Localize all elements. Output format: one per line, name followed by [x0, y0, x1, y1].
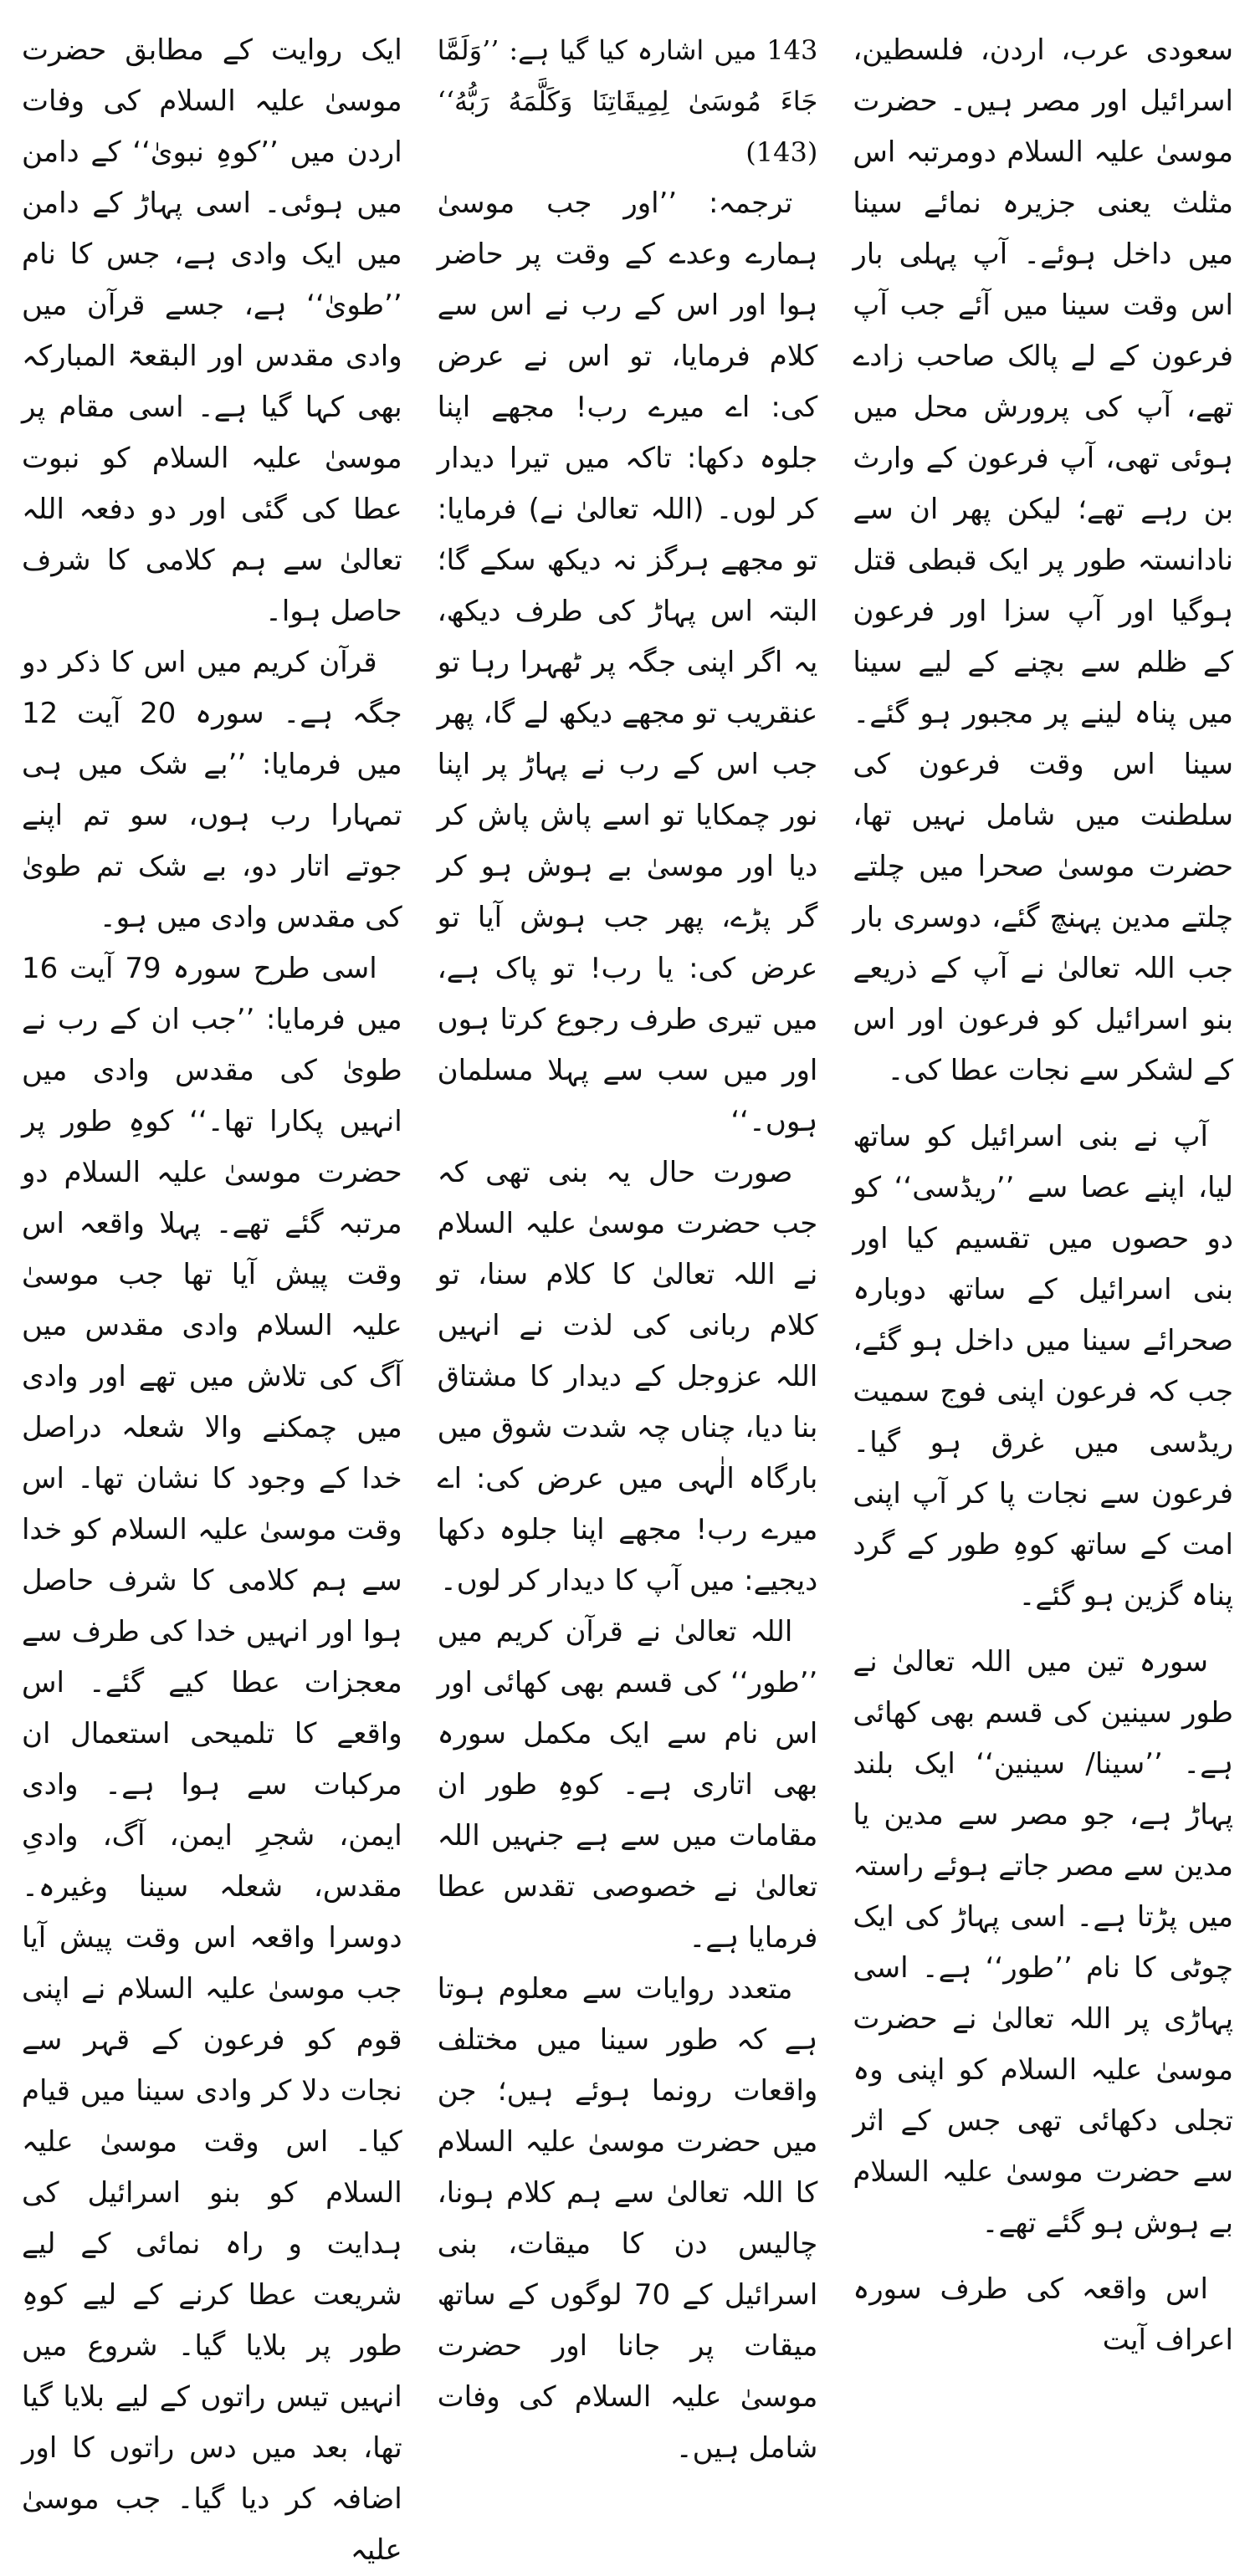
column-middle — [437, 25, 818, 2465]
paragraph: قرآن کریم میں اس کا ذکر دو جگہ ہے۔ سورہ 20 آیت 12 میں فرمایا: ’’بے شک میں ہی تمہارا رب ہوں، سو تم اپنے جوتے اتار دو، بے شک تم طویٰ کی مقدس وادی میں ہو۔ — [21, 646, 402, 934]
paragraph: اسی طرح سورہ 79 آیت 16 میں فرمایا: ’’جب ان کے رب نے طویٰ کی مقدس وادی میں انہیں پکارا تھا۔‘‘ کوہِ طور پر حضرت موسیٰ علیہ السلام دو مرتبہ گئے تھے۔ پہلا واقعہ اس وقت پیش آیا تھا جب موسیٰ علیہ السلام وادی مقدس میں آگ کی تلاش میں تھے اور وادی میں چمکنے والا شعلہ دراصل خدا کے وجود کا نشان تھا۔ اس وقت موسیٰ علیہ السلام کو خدا سے ہم کلامی کا شرف حاصل ہوا اور انہیں خدا کی طرف سے معجزات عطا کیے گئے۔ اس واقعے کا تلمیحی استعمال ان مرکبات سے ہوا ہے۔ وادی ایمن، شجرِ ایمن، آگ، وادیِ مقدس، شعلہ سینا وغیرہ۔ دوسرا واقعہ اس وقت پیش آیا جب موسیٰ علیہ السلام نے اپنی قوم کو فرعون کے قہر سے نجات دلا کر وادی سینا میں قیام کیا۔ اس وقت موسیٰ علیہ السلام کو بنو اسرائیل کی ہدایت و راہ نمائی کے لیے شریعت عطا کرنے کے لیے کوہِ طور پر بلایا گیا۔ شروع میں انہیں تیس راتوں کے لیے بلایا گیا تھا، بعد میں دس راتوں کا اور اضافہ کر دیا گیا۔ جب موسیٰ علیہ — [21, 952, 402, 2567]
paragraph: متعدد روایات سے معلوم ہوتا ہے کہ طور سینا میں مختلف واقعات رونما ہوئے ہیں؛ جن میں حضرت موسیٰ علیہ السلام کا اللہ تعالیٰ سے ہم کلام ہونا، چالیس دن کا میقات، بنی اسرائیل کے 70 لوگوں کے ساتھ میقات پر جانا اور حضرت موسیٰ علیہ السلام کی وفات شامل ہیں۔ — [437, 1972, 818, 2465]
paragraph: صورت حال یہ بنی تھی کہ جب حضرت موسیٰ علیہ السلام نے اللہ تعالیٰ کا کلام سنا، تو کلام ربانی کی لذت نے انہیں اللہ عزوجل کے دیدار کا مشتاق بنا دیا، چناں چہ شدت شوق میں بارگاہ الٰہی میں عرض کی: اے میرے رب! مجھے اپنا جلوہ دکھا دیجیے: میں آپ کا دیدار کر لوں۔ — [437, 1156, 818, 1597]
paragraph: آپ نے بنی اسرائیل کو ساتھ لیا، اپنے عصا سے ’’ریڈسی‘‘ کو دو حصوں میں تقسیم کیا اور بنی اسرائیل کے ساتھ دوبارہ صحرائے سینا میں داخل ہو گئے، جب کہ فرعون اپنی فوج سمیت ریڈسی میں غرق ہو گیا۔ فرعون سے نجات پا کر آپ اپنی امت کے ساتھ کوہِ طور کے گرد پناہ گزین ہو گئے۔ — [853, 1120, 1233, 1613]
paragraph: اس واقعہ کی طرف سورہ اعراف آیت — [853, 2272, 1233, 2357]
paragraph: سورہ تین میں اللہ تعالیٰ نے طور سینین کی قسم بھی کھائی ہے۔ ’’سینا/ سینین‘‘ ایک بلند پہاڑ ہے، جو مصر سے مدین یا مدین سے مصر جاتے ہوئے راستہ میں پڑتا ہے۔ اسی پہاڑ کی ایک چوٹی کا نام ’’طور‘‘ ہے۔ اسی پہاڑی پر اللہ تعالیٰ نے حضرت موسیٰ علیہ السلام کو اپنی وہ تجلی دکھائی تھی جس کے اثر سے حضرت موسیٰ علیہ السلام بے ہوش ہو گئے تھے۔ — [853, 1645, 1233, 2240]
paragraph: سعودی عرب، اردن، فلسطین، اسرائیل اور مصر ہیں۔ حضرت موسیٰ علیہ السلام دومرتبہ اس مثلث یعنی جزیرہ نمائے سینا میں داخل ہوئے۔ آپ پہلی بار اس وقت سینا میں آئے جب آپ فرعون کے لے پالک صاحب زادے تھے، آپ کی پرورش محل میں ہوئی تھی، آپ فرعون کے وارث بن رہے تھے؛ لیکن پھر ان سے نادانستہ طور پر ایک قبطی قتل ہوگیا اور آپ سزا اور فرعون کے ظلم سے بچنے کے لیے سینا میں پناہ لینے پر مجبور ہو گئے۔ سینا اس وقت فرعون کی سلطنت میں شامل نہیں تھا، حضرت موسیٰ صحرا میں چلتے چلتے مدین پہنچ گئے، دوسری بار جب اللہ تعالیٰ نے آپ کے ذریعے بنو اسرائیل کو فرعون اور اس کے لشکر سے نجات عطا کی۔ — [853, 33, 1233, 1087]
column-right — [853, 25, 1233, 2357]
paragraph-translation: ترجمہ: ’’اور جب موسیٰ ہمارے وعدے کے وقت پر حاضر ہوا اور اس کے رب نے اس سے کلام فرمایا، تو اس نے عرض کی: اے میرے رب! مجھے اپنا جلوہ دکھا: تاکہ میں تیرا دیدار کر لوں۔ (اللہ تعالیٰ نے) فرمایا: تو مجھے ہرگز نہ دیکھ سکے گا؛ البتہ اس پہاڑ کی طرف دیکھ، یہ اگر اپنی جگہ پر ٹھہرا رہا تو عنقریب تو مجھے دیکھ لے گا، پھر جب اس کے رب نے پہاڑ پر اپنا نور چمکایا تو اسے پاش پاش کر دیا اور موسیٰ بے ہوش ہو کر گر پڑے، پھر جب ہوش آیا تو عرض کی: یا رب! تو پاک ہے، میں تیری طرف رجوع کرتا ہوں اور میں سب سے پہلا مسلمان ہوں۔‘‘ — [437, 187, 818, 1138]
paragraph: ایک روایت کے مطابق حضرت موسیٰ علیہ السلام کی وفات اردن میں ’’کوہِ نبویٰ‘‘ کے دامن میں ہوئی۔ اسی پہاڑ کے دامن میں ایک وادی ہے، جس کا نام ’’طویٰ‘‘ ہے، جسے قرآن میں وادی مقدس اور البقعۃ المبارکہ بھی کہا گیا ہے۔ اسی مقام پر موسیٰ علیہ السلام کو نبوت عطا کی گئی اور دو دفعہ اللہ تعالیٰ سے ہم کلامی کا شرف حاصل ہوا۔ — [21, 33, 402, 628]
column-left — [21, 25, 402, 2567]
paragraph: اللہ تعالیٰ نے قرآن کریم میں ’’طور‘‘ کی قسم بھی کھائی اور اس نام سے ایک مکمل سورہ بھی اتاری ہے۔ کوہِ طور ان مقامات میں سے ہے جنہیں اللہ تعالیٰ نے خصوصی تقدس عطا فرمایا ہے۔ — [437, 1615, 818, 1955]
paragraph-verse: 143 میں اشارہ کیا گیا ہے: ’’وَلَمَّا جَاءَ مُوسَىٰ لِمِيقَاتِنَا وَكَلَّمَهُ رَبُّهُ‘‘ (143) — [437, 34, 818, 168]
